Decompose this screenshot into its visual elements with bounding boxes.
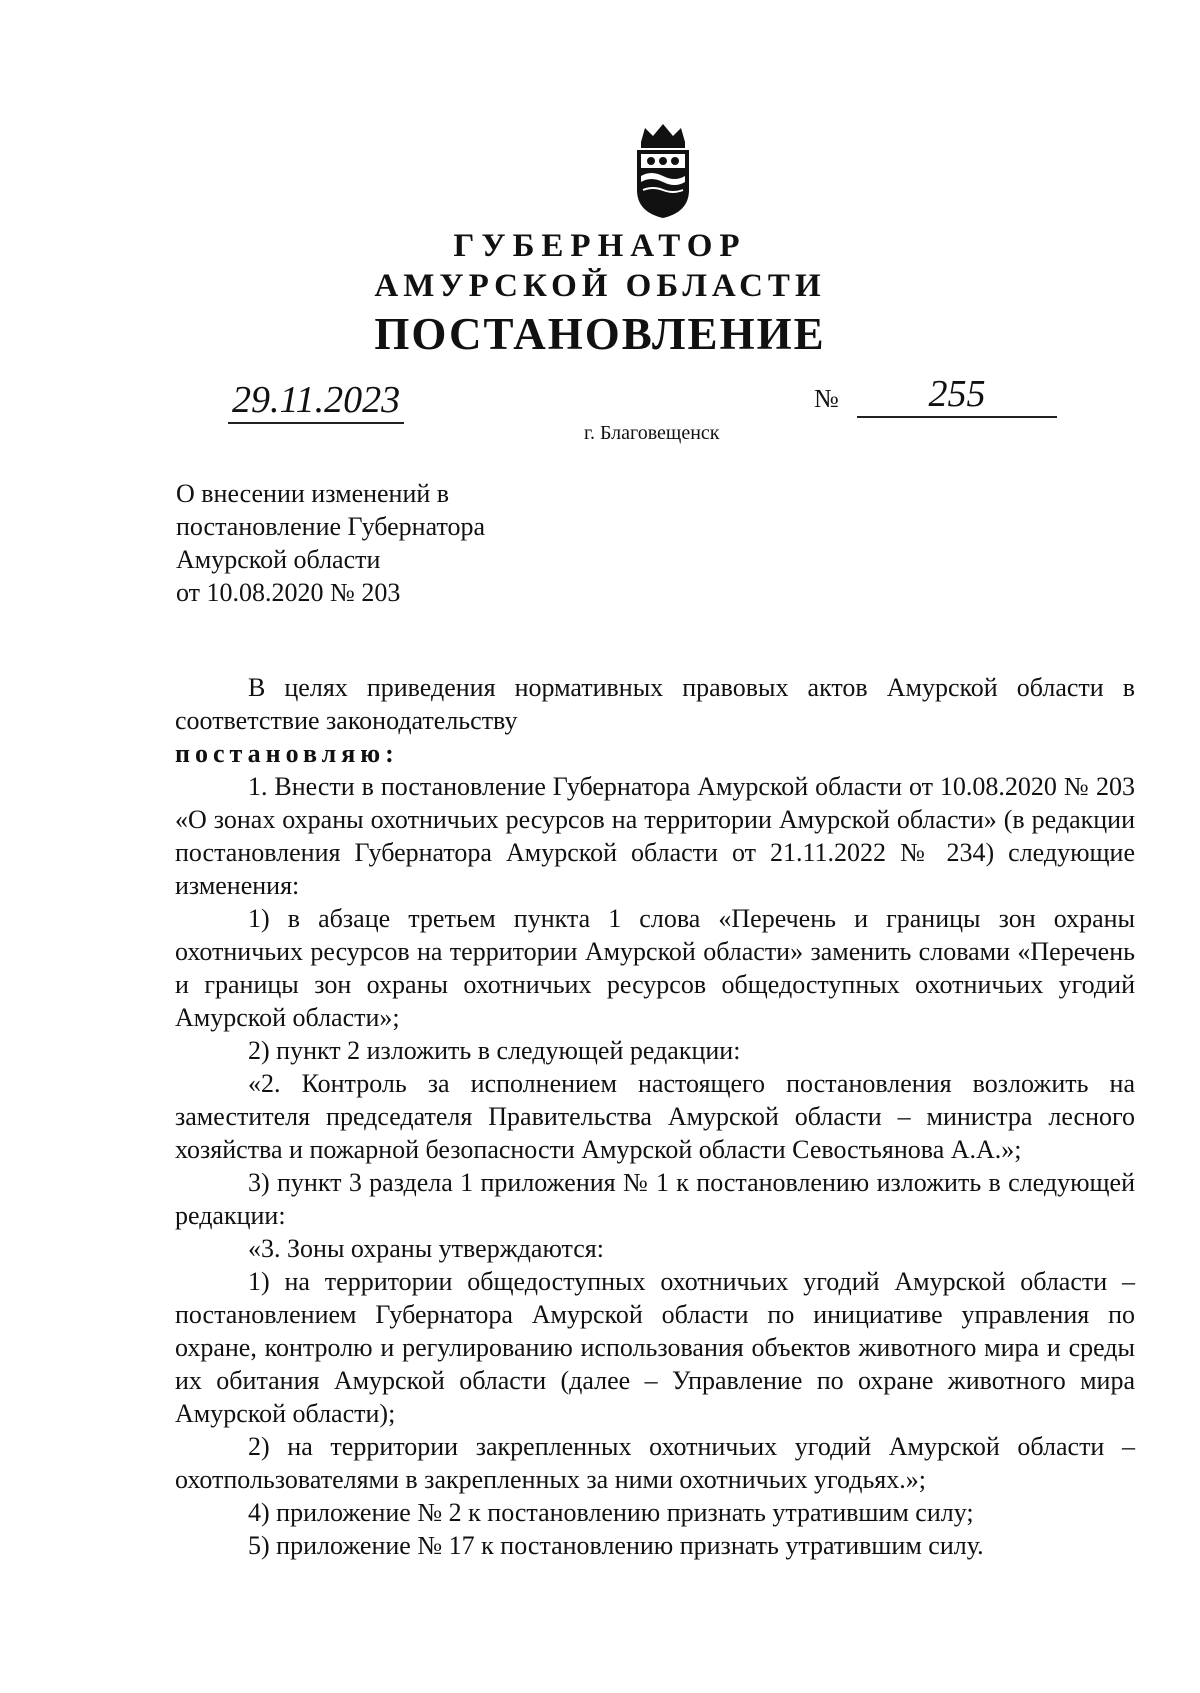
- governor-title: ГУБЕРНАТОР: [453, 228, 747, 264]
- document-body: [175, 671, 1135, 1562]
- coat-of-arms-icon: [631, 120, 695, 220]
- quote-3-2-paragraph: 2) на территории закрепленных охотничьих угодий Амурской области – охотпользователями в закрепленных за ними охотничьих угодьях.»;: [175, 1432, 1135, 1494]
- subitem-1-paragraph: 1) в абзаце третьем пункта 1 слова «Перечень и границы зон охраны охотничьих ресурсов на территории Амурской области» заменить словами «Перечень и границы зон охраны охотничьих ресурсов общедоступных охотничьих угодий Амурской области»;: [175, 904, 1135, 1032]
- decree-word: постановляю:: [175, 739, 399, 768]
- subitem-2-paragraph: 2) пункт 2 изложить в следующей редакции:: [248, 1036, 741, 1065]
- region-title: АМУРСКОЙ ОБЛАСТИ: [374, 268, 826, 304]
- preamble-paragraph: В целях приведения нормативных правовых актов Амурской области в соответствие законодательству: [175, 673, 1135, 735]
- document-type-title: ПОСТАНОВЛЕНИЕ: [374, 309, 826, 359]
- subitem-4-paragraph: 4) приложение № 2 к постановлению признать утратившим силу;: [248, 1498, 974, 1527]
- subitem-5-paragraph: 5) приложение № 17 к постановлению признать утратившим силу.: [248, 1531, 984, 1560]
- document-subject: [176, 477, 596, 609]
- handwritten-number: 255: [857, 372, 1057, 418]
- handwritten-date: 29.11.2023: [228, 378, 404, 424]
- subject-line: от 10.08.2020 № 203: [176, 578, 401, 607]
- subitem-3-paragraph: 3) пункт 3 раздела 1 приложения № 1 к постановлению изложить в следующей редакции:: [175, 1168, 1135, 1230]
- city-label: г. Благовещенск: [584, 422, 720, 444]
- number-label: №: [814, 384, 839, 413]
- subject-line: О внесении изменений в: [176, 479, 450, 508]
- subitem-2-text-paragraph: «2. Контроль за исполнением настоящего постановления возложить на заместителя председателя Правительства Амурской области – министра лесного хозяйства и пожарной безопасности Амурской области Севостьянова А.А.»;: [175, 1069, 1135, 1164]
- quote-3-1-paragraph: 1) на территории общедоступных охотничьих угодий Амурской области – постановлением Губернатора Амурской области по инициативе управления по охране, контролю и регулированию использования объектов животного мира и среды их обитания Амурской области (далее – Управление по охране животного мира Амурской области);: [175, 1267, 1135, 1428]
- quote-3-heading: «3. Зоны охраны утверждаются:: [248, 1234, 604, 1263]
- item-1-paragraph: 1. Внести в постановление Губернатора Амурской области от 10.08.2020 № 203 «О зонах охраны охотничьих ресурсов на территории Амурской области» (в редакции постановления Губернатора Амурской области от 21.11.2022 № 234) следующие изменения:: [175, 772, 1135, 900]
- subject-line: постановление Губернатора: [176, 512, 486, 541]
- subject-line: Амурской области: [176, 545, 381, 574]
